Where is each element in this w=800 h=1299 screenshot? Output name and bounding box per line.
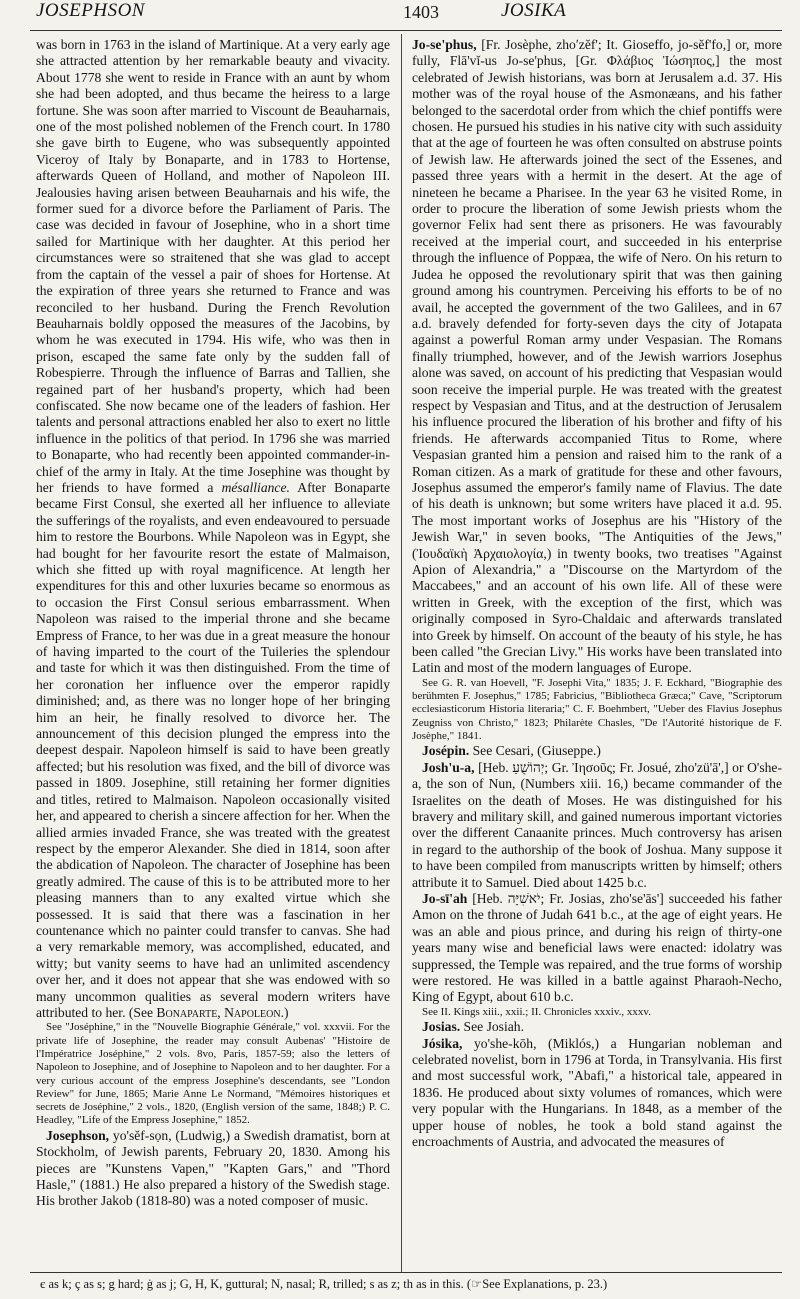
josepin-body: See Cesari, (Giuseppe.) (469, 743, 601, 759)
josiah-references: See II. Kings xiii., xxii.; II. Chronicles xxxiv., xxxv. (422, 1005, 651, 1018)
josiah-headword: Jo-sī'ah (422, 890, 468, 906)
josephus-references: See G. R. van Hoevell, "F. Josephi Vita," 1835; J. F. Eckhard, "Biographie des berühmten F. Josephus," 1785; Fabricius, "Bibliotheca Græca;" Cave, "Scriptorum ecclesiasticorum Historia literaria;" C. F. Boehmbert, "Ueber des Flavius Josephus Zeugniss von Christo," 1823; Philarète Chasles, "De l'Autorité historique de F. Josèphe," 1841. (412, 676, 782, 743)
joshua-entry (412, 760, 782, 891)
josika-headword: Jósika, (422, 1035, 463, 1051)
joshua-body: [Heb. יְהוֹשֻׁעַ; Gr. Ἰησοῦς; Fr. Josué, zho'zü'ā',] or O'she-a, the son of Nun, (Numbers xiii. 16,) became commander of the Israelites on the death of Moses. He was distinguished for his bravery and military skill, and gained numerous important victories over the different Canaanite princes. Much controversy has arisen in regard to the authorship of the book of Joshua. Many suppose it to have been compiled from manuscripts written by himself; others attribute it to Samuel. Died about 1425 b.c. (412, 759, 782, 890)
josiah-entry (412, 891, 782, 1006)
josephus-body: [Fr. Josèphe, zhoʹzĕf'; It. Gioseffo, jo-sĕf'fo,] or, more fully, Flā'vĭ-us Jo-se'phus, [Gr. Φλάβιος Ἰώσηπος,] the most celebrated of Jewish historians, was born at Jerusalem a.d. 37. His mother was of the royal house of the Asmonæans, and his father belonged to the sacerdotal order from which the chief pontiffs were chosen. He pursued his studies in his native city with such assiduity that at the age of fourteen he was often consulted on abstruse points of Jewish law. He afterwards joined the sect of the Essenes, and passed three years with a hermit in the desert. At the age of nineteen he became a Pharisee. In the year 63 he visited Rome, in order to procure the liberation of some Jewish priests whom the governor Felix had sent there as prisoners. He was favourably received at the imperial court, and succeeded in his enterprise through the influence of Poppæa, the wife of Nero. On his return to Judea he opposed the revolutionary spirit that was then gaining ground among his countrymen. Perceiving his efforts to be of no avail, he accepted the government of the two Galilees, and in 67 a.d. bravely defended for forty-seven days the city of Jotapata against a powerful Roman army under Vespasian. The Romans finally triumphed, however, and of the Jewish warriors Josephus alone was saved, on account of his predicting that Vespasian would soon receive the imperial purple. He was treated with the greatest respect by Vespasian and Titus, and at the destruction of Jerusalem his influence procured the liberation of his brother and fifty of his friends. He afterwards accompanied Titus to Rome, where Vespasian granted him a pension and raised him to the rank of a Roman citizen. As a mark of gratitude for these and other favours, Josephus assumed the emperor's family name of Flavius. The date of his death is unknown; but some writers have placed it a.d. 95. The most important works of Josephus are his "History of the Jewish War," in seven books, "The Antiquities of the Jews," (Ἰουδαϊκὴ Ἀρχαιολογία,) in twenty books, two treatises "Against Apion of Alexandria," a "Discourse on the Martyrdom of the Maccabees," and an account of his own life. All of these were written in Greek, with the exception of the first, which was originally composed in Syro-Chaldaic and afterwards translated into Greek by himself. On account of the beauty of his style, he has been called "the Grecian Livy." His works have been translated into Latin and most of the modern languages of Europe. (412, 37, 782, 676)
header-rule (30, 30, 782, 31)
page-number: 1403 (403, 2, 439, 22)
josias-body: See Josiah. (460, 1019, 524, 1035)
mesalliance-italic: mésalliance. (221, 479, 290, 495)
josephson-headword: Josephson, (46, 1127, 110, 1143)
footer-rule (30, 1272, 782, 1273)
bonaparte-crossref: Bonaparte, Napoleon. (156, 1004, 284, 1020)
josepin-headword: Josépin. (422, 743, 470, 759)
header-left-guideword: JOSEPHSON (36, 0, 145, 21)
josika-entry (412, 1036, 782, 1151)
josephine-entry-text (36, 37, 390, 1021)
josephine-text-1: was born in 1763 in the island of Martinique. At a very early age she attracted attention by her remarkable beauty and vivacity. About 1778 she went to reside in France with an aunt by whom she had been adopted, and thus became the heiress to a large fortune. She was soon after married to Viscount de Beauharnais, one of the most polished noblemen of the French court. In 1780 she gave birth to Eugene, who was subsequently appointed Viceroy of Italy by Bonaparte, and in 1783 to Hortense, afterwards Queen of Holland, and mother of Napoleon III. Jealousies having arisen between Beauharnais and his wife, the former sued for a divorce before the Parliament of Paris. The case was decided in favour of Josephine, who in a short time sailed for Martinique with her daughter. At this period her circumstances were so straitened that she was glad to accept from the captain of the vessel a pair of shoes for Hortense. At the expiration of three years she returned to France and was reconciled to her husband. During the French Revolution Beauharnais boldly opposed the measures of the Jacobins, by whom he was executed in 1794. His wife, who was then in prison, escaped the same fate only by the sudden fall of Robespierre. Through the influence of Barras and Tallien, she regained part of her husband's property, which had been confiscated. She now became one of the leaders of fashion. Her talents and personal attractions enabled her also to exert no little influence in the politics of that period. In 1796 she was married to Bonaparte, who had recently been appointed commander-in-chief of the army in Italy. At the time Josephine was thought by her friends to have formed a (36, 37, 390, 495)
josephine-text-3: ) (283, 1004, 289, 1020)
running-header (36, 0, 782, 30)
josephus-entry (412, 37, 782, 677)
header-right-guideword: JOSIKA (501, 0, 567, 21)
josephus-headword: Jo-se'phus, (412, 37, 477, 52)
column-divider (401, 34, 402, 1272)
right-column (412, 37, 782, 1269)
josephson-body: yo'sĕf-sọn, (Ludwig,) a Swedish dramatist, born at Stockholm, of Jewish parents, February 20, 1830. Among his pieces are "Kunstens Vapen," "Kapten Gars," and "Thord Hasle," (1881.) He also prepared a history of the Swedish stage. His brother Jakob (1818-80) was a noted composer of music. (36, 1127, 390, 1209)
josias-headword: Josias. (422, 1019, 461, 1035)
josiah-body: [Heb. יֹאשִׁיָּה; Fr. Josias, zho'se'ās'] succeeded his father Amon on the throne of Judah 641 b.c., at the age of eight years. He was an able and pious prince, and during his reign of thirty-one years many wise and beneficial laws were enacted: idolatry was suppressed, the Temple was repaired, and the true forms of worship were restored. He was killed in a battle against Pharaoh-Necho, King of Egypt, about 610 b.c. (412, 890, 782, 1005)
left-column (36, 37, 390, 1269)
josephson-entry (36, 1128, 390, 1210)
josias-entry (412, 1019, 782, 1035)
josepin-entry (412, 743, 782, 759)
josika-body: yo'she-kōh, (Miklós,) a Hungarian nobleman and celebrated novelist, born in 1796 at Torda, in Transylvania. His first and most successful work, "Abafi," a historical tale, appeared in 1836. He produced about sixty volumes of romances, which were very popular with the Hungarians. In 1848, as a member of the upper house of nobles, he took a bold stand against the encroachments of Austria, and advocated the measures of (412, 1035, 782, 1149)
joshua-headword: Josh'u-a, (422, 759, 475, 775)
pronunciation-key-footer: є as k; ç as s; g hard; ġ as j; G, H, K, guttural; N, nasal; R, trilled; s as z; th as in this. (☞See Explanations, p. 23.) (40, 1277, 608, 1291)
josephine-text-2: After Bonaparte became First Consul, she exerted all her influence to alleviate the sufferings of the royalists, and even endeavoured to persuade him to restore the Bourbons. While Napoleon was in Egypt, she had bought for her favourite resort the estate of Malmaison, which she fitted up with royal magnificence. At length her expenditures for this and other luxuries became so enormous as to occasion the First Consul serious embarrassment. When Napoleon was raised to the imperial throne and she became Empress of France, to her was due in a great measure the honour of having imparted to the court of the Tuileries the splendour and taste for which it was then distinguished. From the time of her coronation her influence over the emperor rapidly diminished; and, as there was no longer hope of her bringing him an heir, he finally resolved to divorce her. The announcement of this decision plunged the empress into the deepest despair. Napoleon himself is said to have been greatly affected; but his resolution was fixed, and the bill of divorce was passed in 1809. Josephine, still retaining her former dignities and titles, retired to Malmaison. Napoleon occasionally visited her, and appeared to cherish a sincere affection for her. When the allied armies invaded France, she was treated with the greatest respect by the emperor Alexander. She died in 1814, soon after the abdication of Napoleon. The character of Josephine has been greatly admired. The cause of this is to be attributed more to her pleasing manners than to any exalted virtue which she possessed. It is said that there was a fascination in her countenance which no painter could transfer to canvas. She had a very remarkable memory, was accomplished, educated, and witty; but vanity seems to have had an unlimited ascendency over her, and it does not appear that she was endowed with so many uncommon qualities as several modern writers have attributed to her. (See (36, 479, 390, 1020)
josephine-references: See "Joséphine," in the "Nouvelle Biographie Générale," vol. xxxvii. For the private life of Josephine, the reader may consult Aubenas' "Histoire de l'Impératrice Joséphine," 2 vols. 8vo, Paris, 1857-59; also the letters of Napoleon to Josephine, and of Josephine to Napoleon and to her daughter. For a very curious account of the empress Josephine's descendants, see "London Review" for June, 1865; Marie Anne Le Normand, "Mémoires historiques et secrets de Joséphine," 2 vols., 1820, (English version of the same, 1848;) P. C. Headley, "Life of the Empress Josephine," 1852. (36, 1021, 390, 1127)
